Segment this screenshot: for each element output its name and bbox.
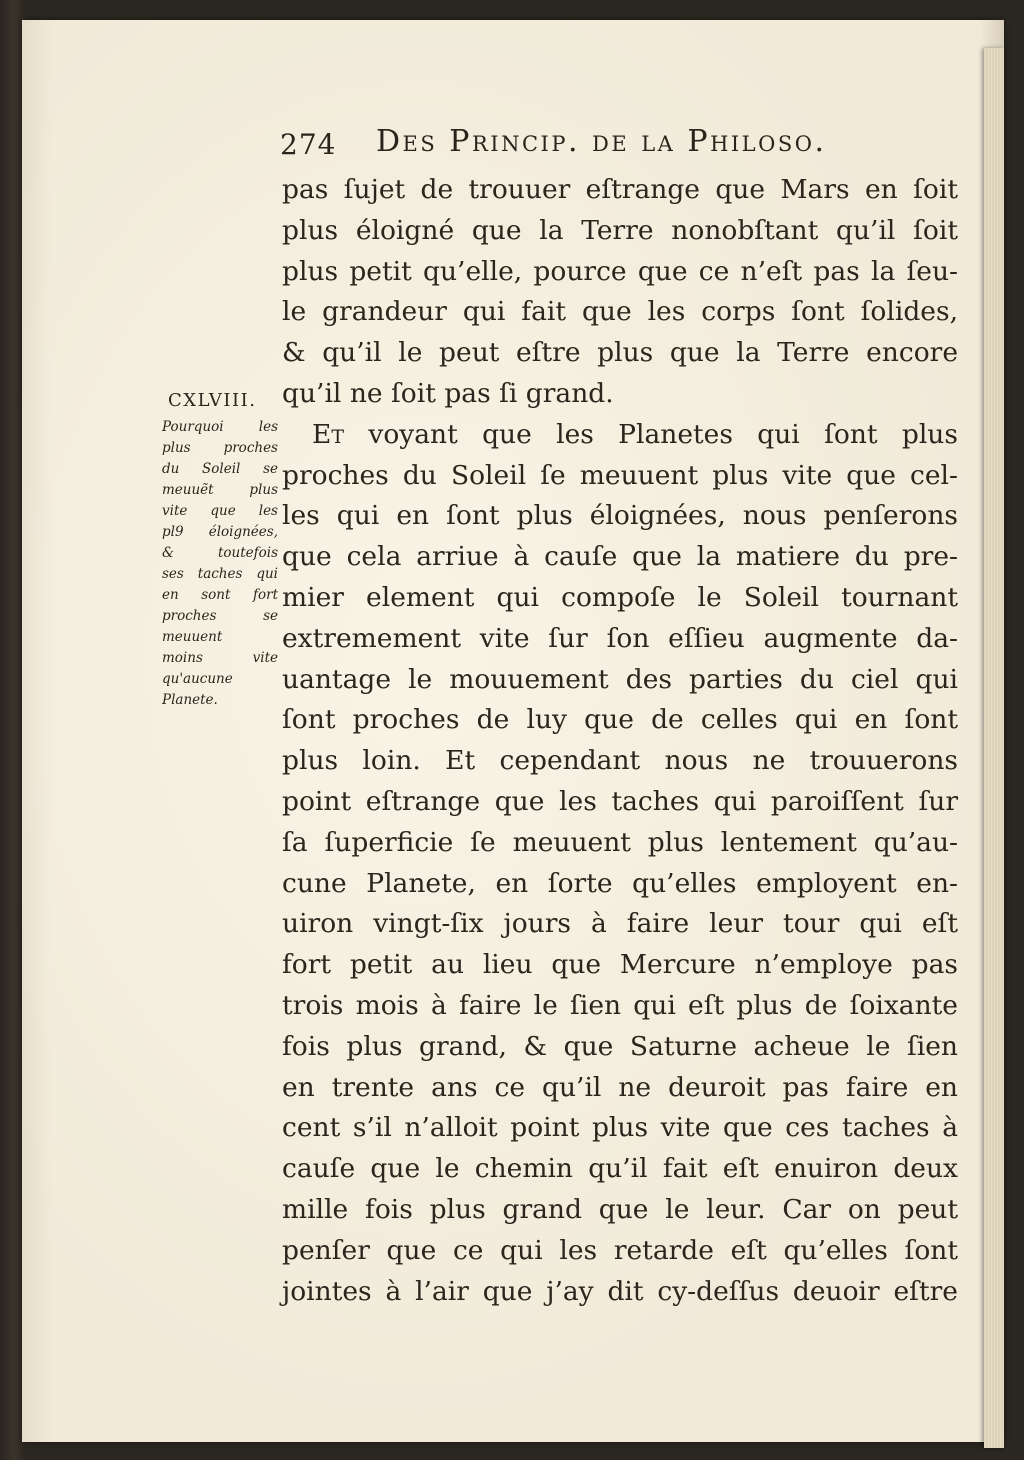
text-line: fort petit au lieu que Mercure n’employe pas: [282, 949, 958, 981]
text-line: cent s’il n’alloit point plus vite que ces taches à: [282, 1112, 958, 1144]
text-line: mille fois plus grand que le leur. Car on peut: [282, 1193, 958, 1225]
text-line: plus éloigné que la Terre nonobſtant qu’il ſoit: [282, 214, 958, 246]
text-line-rest: voyant que les Planetes qui ſont plus: [368, 418, 958, 450]
text-line: extremement vite ſur ſon eſſieu augmente da-: [282, 622, 958, 654]
margin-note-line: moins vite: [162, 650, 278, 666]
book-page: [22, 20, 1004, 1442]
margin-note-line: pl9 éloignées,: [162, 524, 278, 540]
text-line: les qui en ſont plus éloignées, nous penſerons: [282, 500, 958, 532]
text-line: point eſtrange que les taches qui paroiſſent ſur: [282, 785, 958, 817]
text-line: en trente ans ce qu’il ne deuroit pas faire en: [282, 1071, 958, 1103]
text-line-paragraph-start: [282, 415, 958, 456]
margin-note-line: en sont fort: [162, 587, 278, 603]
margin-note-line: Planete.: [162, 692, 218, 708]
margin-note-line: qu'aucune: [162, 671, 233, 687]
text-line: fois plus grand, & que Saturne acheue le ſien: [282, 1030, 958, 1062]
text-line: uiron vingt-ſix jours à faire leur tour qui eſt: [282, 908, 958, 940]
page-fore-edge: [984, 48, 1004, 1448]
text-line: cune Planete, en ſorte qu’elles employent en-: [282, 867, 958, 899]
text-line: uantage le mouuement des parties du ciel qui: [282, 663, 958, 695]
margin-note-line: ses taches qui: [162, 566, 278, 582]
text-line: plus petit qu’elle, pource que ce n’eſt pas la ſeu-: [282, 255, 958, 287]
running-head: [278, 124, 948, 170]
margin-note: [162, 390, 278, 711]
text-line: qu’il ne ſoit pas ſi grand.: [282, 377, 614, 409]
text-line: trois mois à faire le ſien qui eſt plus de ſoixante: [282, 989, 958, 1021]
margin-note-line: proches se: [162, 608, 278, 624]
text-line: plus loin. Et cependant nous ne trouuerons: [282, 745, 958, 777]
text-line: que cela arriue à cauſe que la matiere du pre-: [282, 541, 958, 573]
text-line: le grandeur qui fait que les corps ſont ſolides,: [282, 296, 958, 328]
margin-note-line: du Soleil se: [162, 461, 278, 477]
section-numeral: CXLVIII.: [168, 390, 257, 411]
margin-note-line: meuuẽt plus: [162, 482, 278, 498]
body-text: [282, 170, 958, 1312]
margin-note-line: Pourquoi les: [162, 419, 278, 435]
text-line: penſer que ce qui les retarde eſt qu’elles ſont: [282, 1234, 958, 1266]
text-line: ſa ſuperficie ſe meuuent plus lentement qu’au-: [282, 826, 958, 858]
text-line: ſont proches de luy que de celles qui en ſont: [282, 704, 958, 736]
text-line: pas ſujet de trouuer eſtrange que Mars en ſoit: [282, 174, 958, 205]
paragraph-opening-word: Et: [312, 418, 345, 450]
text-line: cauſe que le chemin qu’il fait eſt enuiron deux: [282, 1153, 958, 1185]
margin-note-line: vite que les: [162, 503, 278, 519]
page-number: 274: [280, 128, 337, 161]
text-line: jointes à l’air que j’ay dit cy-deſſus deuoir eſtre: [282, 1275, 958, 1307]
text-line: mier element qui compoſe le Soleil tournant: [282, 581, 958, 613]
running-title: Des Princip. de la Philoso.: [376, 124, 827, 159]
text-line: & qu’il le peut eſtre plus que la Terre encore: [282, 337, 958, 369]
margin-note-line: meuuent: [162, 629, 223, 645]
text-line: proches du Soleil ſe meuuent plus vite que cel-: [282, 459, 958, 491]
margin-note-line: & toutefois: [162, 545, 278, 561]
margin-note-line: plus proches: [162, 440, 278, 456]
